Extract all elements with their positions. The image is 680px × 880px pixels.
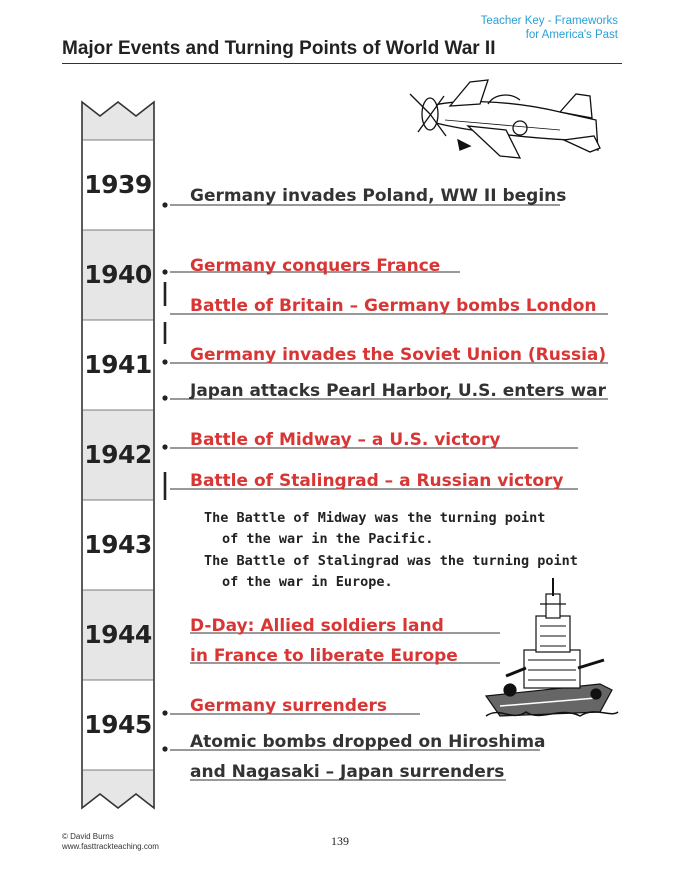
event-1941-soviet: Germany invades the Soviet Union (Russia) — [190, 345, 607, 365]
year-1942: 1942 — [84, 440, 152, 469]
event-1939: Germany invades Poland, WW II begins — [190, 186, 567, 206]
event-1945-atomic-line2: and Nagasaki – Japan surrenders — [190, 762, 505, 782]
year-1945: 1945 — [84, 710, 152, 739]
year-1944: 1944 — [84, 620, 152, 649]
event-1941-pearl-harbor: Japan attacks Pearl Harbor, U.S. enters war — [190, 381, 607, 401]
note-stalingrad-line2: of the war in Europe. — [222, 574, 393, 590]
page-number: 139 — [331, 834, 349, 848]
year-1939: 1939 — [84, 170, 152, 199]
battleship-icon — [486, 578, 618, 716]
note-midway-line1: The Battle of Midway was the turning point — [204, 510, 546, 526]
event-1940-britain: Battle of Britain – Germany bombs London — [190, 296, 597, 316]
teacher-key-line2: for America's Past — [525, 29, 618, 41]
page-title: Major Events and Turning Points of World War II — [62, 38, 496, 59]
event-1944-dday-line2: in France to liberate Europe — [190, 646, 458, 666]
event-1942-midway: Battle of Midway – a U.S. victory — [190, 430, 501, 450]
year-1940: 1940 — [84, 260, 152, 289]
copyright-text: © David Burns — [62, 832, 114, 841]
event-1942-stalingrad: Battle of Stalingrad – a Russian victory — [190, 471, 564, 491]
airplane-icon — [410, 80, 600, 158]
event-1945-germany: Germany surrenders — [190, 696, 387, 716]
timeline-bar-outline — [82, 102, 154, 140]
teacher-key-line1: Teacher Key - Frameworks — [480, 15, 618, 27]
timeline-bar-bottom — [82, 770, 154, 808]
event-1944-dday-line1: D-Day: Allied soldiers land — [190, 616, 444, 636]
year-1941: 1941 — [84, 350, 152, 379]
note-stalingrad-line1: The Battle of Stalingrad was the turning point — [204, 553, 578, 569]
website-text: www.fasttrackteaching.com — [62, 842, 159, 851]
note-midway-line2: of the war in the Pacific. — [222, 531, 434, 547]
year-1943: 1943 — [84, 530, 152, 559]
event-1945-atomic-line1: Atomic bombs dropped on Hiroshima — [190, 732, 546, 752]
event-1940-france: Germany conquers France — [190, 256, 441, 276]
